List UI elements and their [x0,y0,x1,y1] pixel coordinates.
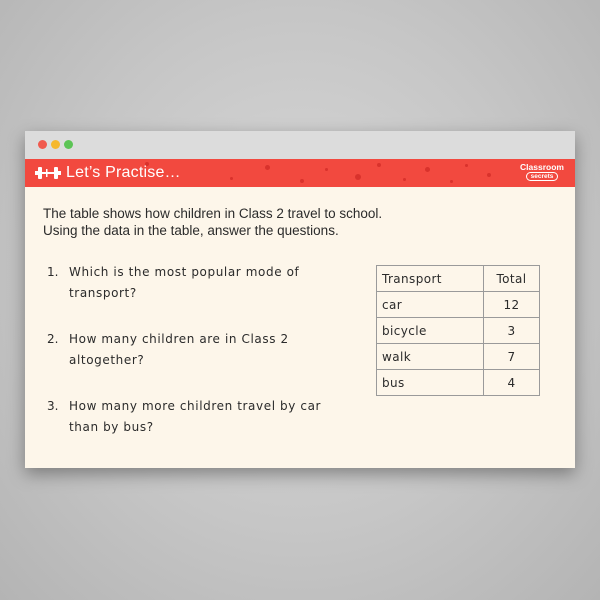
window-titlebar [25,131,575,159]
table-header-transport: Transport [377,266,484,292]
logo-line-1: Classroom [520,162,564,172]
intro-text [43,205,463,239]
table-row [377,292,540,318]
slide-window [25,131,575,468]
transport-table [376,265,540,396]
table-cell-transport: car [377,292,484,318]
classroom-secrets-logo [519,163,565,182]
question-text: Which is the most popular mode of transport? [69,265,300,300]
table-row [377,318,540,344]
question-number: 1. [47,265,59,279]
banner-title: Let’s Practise… [66,164,181,181]
table-cell-total: 3 [484,318,540,344]
table-header-row [377,266,540,292]
table-row [377,370,540,396]
question-item [47,396,337,438]
minimize-window-dot[interactable] [51,140,60,149]
practise-banner [25,159,575,187]
table-header-total: Total [484,266,540,292]
question-text: How many more children travel by car than by bus? [69,399,322,434]
table-cell-total: 4 [484,370,540,396]
table-row [377,344,540,370]
table-cell-transport: bus [377,370,484,396]
table-cell-transport: walk [377,344,484,370]
question-number: 3. [47,399,59,413]
intro-line-2: Using the data in the table, answer the questions. [43,223,339,238]
maximize-window-dot[interactable] [64,140,73,149]
close-window-dot[interactable] [38,140,47,149]
question-item [47,262,337,304]
question-text: How many children are in Class 2 altogether? [69,332,289,367]
table-cell-total: 7 [484,344,540,370]
question-list [47,262,337,463]
intro-line-1: The table shows how children in Class 2 travel to school. [43,206,383,221]
question-item [47,329,337,371]
logo-line-2: secrets [526,172,559,181]
table-cell-transport: bicycle [377,318,484,344]
table-cell-total: 12 [484,292,540,318]
dumbbell-icon [35,166,61,180]
question-number: 2. [47,332,59,346]
